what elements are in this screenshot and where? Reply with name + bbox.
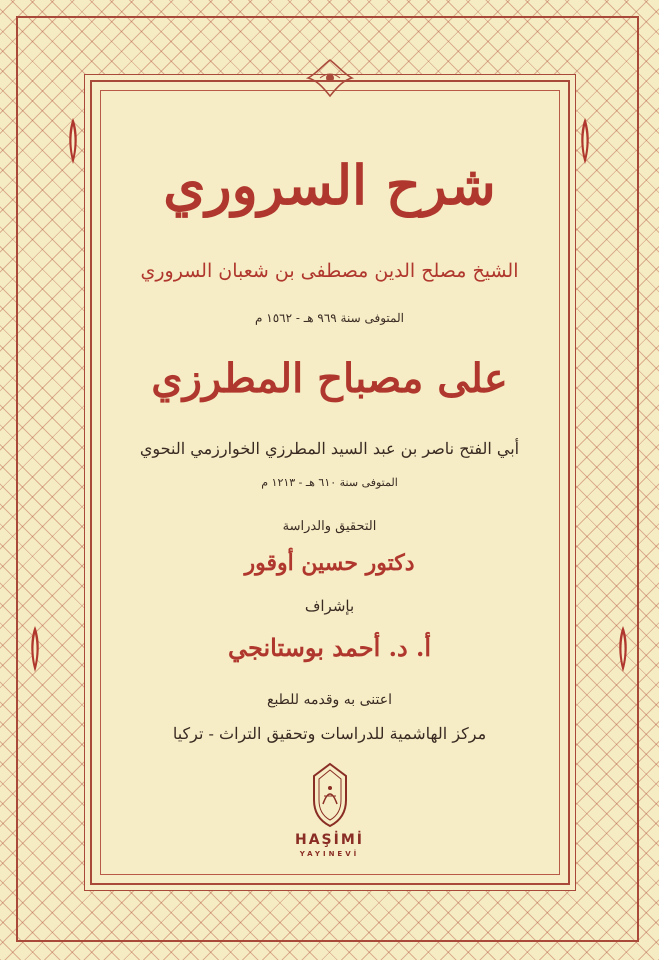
logo-subtitle-text: YAYINEVİ	[299, 850, 360, 858]
publisher-name: مركز الهاشمية للدراسات وتحقيق التراث - تركيا	[172, 724, 487, 743]
publisher-logo-icon	[290, 760, 370, 830]
editor-label: التحقيق والدراسة	[282, 519, 377, 534]
logo-brand-text: HAŞİMİ	[295, 832, 364, 848]
supervisor-name: أ. د. أحمد بوستانجي	[227, 633, 432, 662]
subject-death-date: المتوفى سنة ٦١٠ هـ - ١٢١٣ م	[261, 476, 398, 489]
editor-name: دكتور حسين أوقور	[244, 550, 415, 576]
publisher-label: اعتنى به وقدمه للطبع	[267, 692, 392, 708]
author-line: الشيخ مصلح الدين مصطفى بن شعبان السروري	[140, 260, 519, 282]
book-title: شرح السروري	[163, 153, 496, 217]
ornament-crest-icon	[302, 56, 358, 100]
author-death-date: المتوفى سنة ٩٦٩ هـ - ١٥٦٢ م	[255, 311, 404, 325]
book-subtitle: على مصباح المطرزي	[151, 355, 508, 402]
subject-author: أبي الفتح ناصر بن عبد السيد المطرزي الخوارزمي النحوي	[139, 439, 520, 458]
supervisor-label: بإشراف	[304, 597, 355, 615]
